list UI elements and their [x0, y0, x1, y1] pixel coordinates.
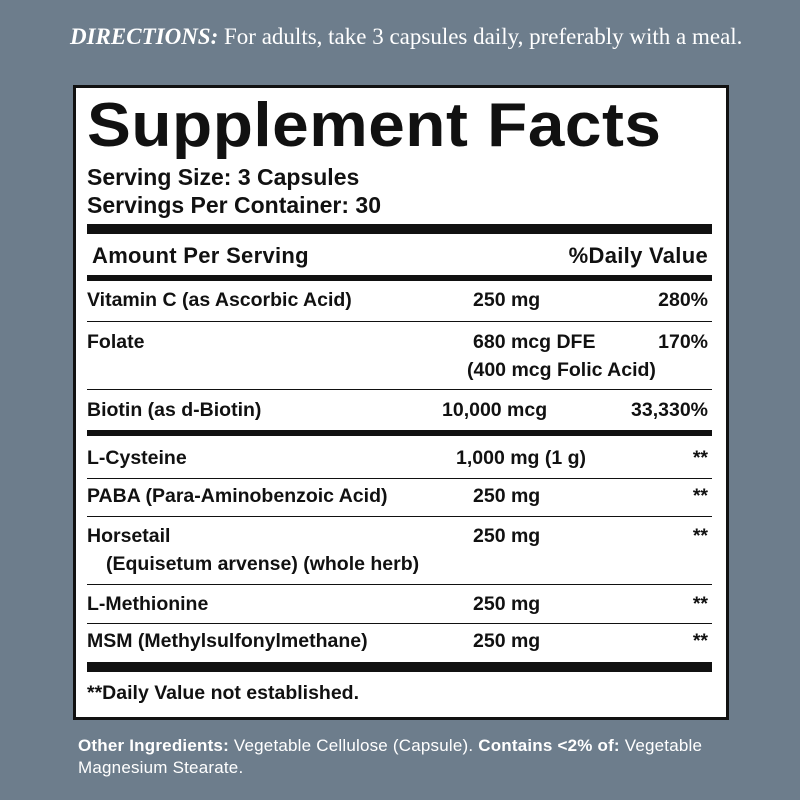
row-amount-horsetail: 250 mg — [473, 525, 541, 547]
other-ingredients-label: Other Ingredients: — [78, 736, 229, 755]
row-dv-horsetail: ** — [692, 525, 708, 547]
header-amount-per-serving: Amount Per Serving — [92, 243, 309, 268]
row-rule — [87, 321, 712, 322]
other-ingredients-text: Vegetable Cellulose (Capsule). — [228, 736, 479, 755]
divider-bar-header — [87, 275, 712, 281]
contains-label: Contains <2% of: — [478, 736, 620, 755]
row-dv-folate: 170% — [658, 331, 708, 353]
row-name-horsetail: Horsetail — [87, 525, 171, 547]
panel-title: Supplement Facts — [87, 91, 662, 160]
row-amount-vitamin-c: 250 mg — [473, 289, 541, 311]
supplement-facts-panel — [73, 85, 729, 720]
row-name-l-methionine: L-Methionine — [87, 593, 209, 615]
row-name-vitamin-c: Vitamin C (as Ascorbic Acid) — [87, 289, 352, 311]
header-daily-value: %Daily Value — [568, 243, 708, 268]
row-rule — [87, 516, 712, 517]
horsetail-latin-name: (Equisetum arvense) — [106, 553, 298, 575]
divider-bar-top — [87, 224, 712, 234]
footnote: **Daily Value not established. — [87, 682, 360, 704]
row-amount-l-cysteine: 1,000 mg (1 g) — [456, 447, 587, 469]
directions-label: DIRECTIONS: — [70, 24, 219, 49]
row-name-paba: PABA (Para-Aminobenzoic Acid) — [87, 485, 388, 507]
contains-text: Vegetable Magnesium Stearate. — [78, 736, 703, 777]
row-name-l-cysteine: L-Cysteine — [87, 447, 187, 469]
row-rule — [87, 623, 712, 624]
row-dv-l-methionine: ** — [692, 593, 708, 615]
row-amount-l-methionine: 250 mg — [473, 593, 541, 615]
row-dv-paba: ** — [692, 485, 708, 507]
row-amount-folate: 680 mcg DFE — [473, 331, 596, 353]
row-name-sub-horsetail — [106, 552, 419, 576]
horsetail-part: (whole herb) — [297, 553, 420, 575]
row-rule — [87, 389, 712, 390]
directions-body: For adults, take 3 capsules daily, preferably with a meal. — [218, 24, 743, 49]
row-dv-l-cysteine: ** — [692, 447, 708, 469]
row-amount-msm: 250 mg — [473, 630, 541, 652]
row-amount-paba: 250 mg — [473, 485, 541, 507]
row-name-biotin: Biotin (as d-Biotin) — [87, 399, 262, 421]
other-ingredients — [78, 735, 768, 779]
servings-per-container: Servings Per Container: 30 — [87, 192, 381, 218]
row-dv-vitamin-c: 280% — [658, 289, 708, 311]
row-amount-biotin: 10,000 mcg — [442, 399, 548, 421]
row-rule — [87, 584, 712, 585]
row-dv-biotin: 33,330% — [631, 399, 708, 421]
row-name-folate: Folate — [87, 331, 145, 353]
row-rule — [87, 478, 712, 479]
row-amount-sub-folate: (400 mcg Folic Acid) — [467, 359, 656, 381]
row-dv-msm: ** — [692, 630, 708, 652]
directions-text — [70, 22, 750, 52]
divider-bar-vitamins — [87, 430, 712, 436]
serving-size: Serving Size: 3 Capsules — [87, 164, 360, 190]
row-name-msm: MSM (Methylsulfonylmethane) — [87, 630, 368, 652]
divider-bar-bottom — [87, 662, 712, 672]
